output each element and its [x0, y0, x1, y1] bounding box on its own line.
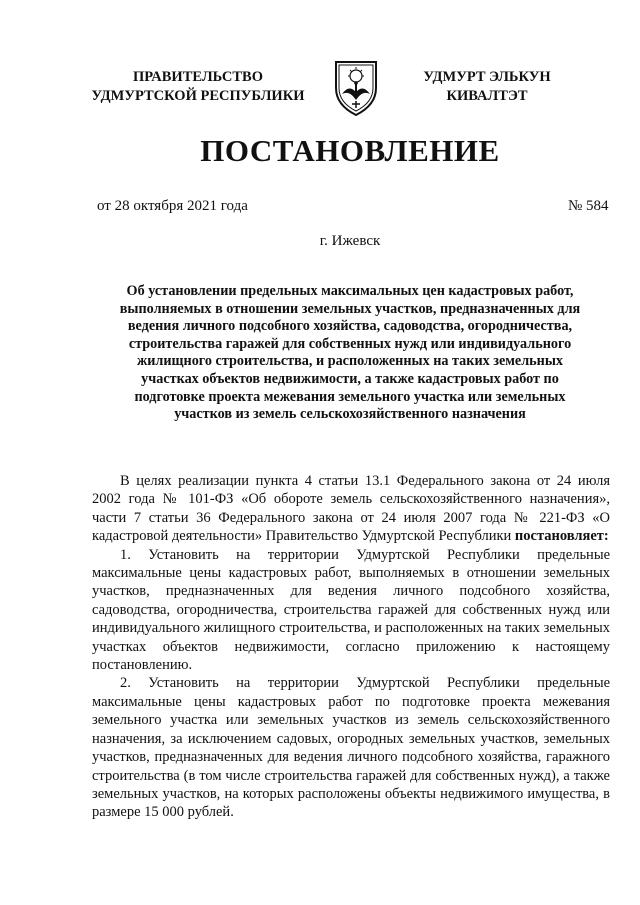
issuer-udmurt-line1: УДМУРТ ЭЛЬКУН — [423, 69, 551, 85]
issuer-udmurt-line2: КИВАЛТЭТ — [446, 88, 528, 104]
document-title: ПОСТАНОВЛЕНИЕ — [200, 133, 500, 168]
document-date: от 28 октября 2021 года — [97, 198, 248, 214]
issuer-russian-line1: ПРАВИТЕЛЬСТВО — [133, 69, 263, 85]
document-body — [92, 472, 610, 822]
preamble-resolves: постановляет: — [514, 528, 609, 545]
point-2-paragraph: 2. Установить на территории Удмуртской Республики предельные максимальные цены кадастровых работ по подготовке проекта межевания земельного участка или земельных участков из земель сельскохозяйственного назначения, за исключением садовых, огородных земельных участков, земельных участков, предназначенных для ведения личного подсобного хозяйства, гаражного строительства (в том числе строительства гаражей для собственных нужд), а также земельных участков, на которых расположены объекты недвижимого имущества, в размере 15 000 рублей. — [92, 675, 610, 821]
issuer-russian-line2: УДМУРТСКОЙ РЕСПУБЛИКИ — [91, 88, 305, 104]
document-subject: Об установлении предельных максимальных цен кадастровых работ, выполняемых в отношении земельных участков, предназначенных для ведения личного подсобного хозяйства, садоводства, огородничества, строительства гаражей для собственных нужд или индивидуального жилищного строительства, и расположенных на таких земельных участках объектов недвижимости, а также кадастровых работ по подготовке проекта межевания земельного участка или земельных участков из земель сельскохозяйственного назначения — [119, 283, 581, 423]
preamble-text: В целях реализации пункта 4 статьи 13.1 Федерального закона от 24 июля 2002 года № 101-ФЗ «Об обороте земель сельскохозяйственного назначения», части 7 статьи 36 Федерального закона от 24 июля 2007 года № 221-ФЗ «О кадастровой деятельности» Правительство Удмуртской Республики — [92, 473, 610, 545]
issuer-udmurt — [402, 68, 572, 106]
document-number: № 584 — [568, 198, 609, 214]
preamble-paragraph — [92, 472, 610, 546]
document-city: г. Ижевск — [319, 233, 381, 249]
udmurt-emblem-icon — [330, 58, 382, 118]
point-1-paragraph: 1. Установить на территории Удмуртской Республики предельные максимальные цены кадастровых работ, выполняемых в отношении земельных участков, предназначенных для ведения личного подсобного хозяйства, садоводства, огородничества, строительства гаражей для собственных нужд или индивидуального жилищного строительства, и расположенных на таких земельных участках объектов недвижимости, согласно приложению к настоящему постановлению. — [92, 546, 610, 674]
issuer-russian — [86, 68, 310, 106]
